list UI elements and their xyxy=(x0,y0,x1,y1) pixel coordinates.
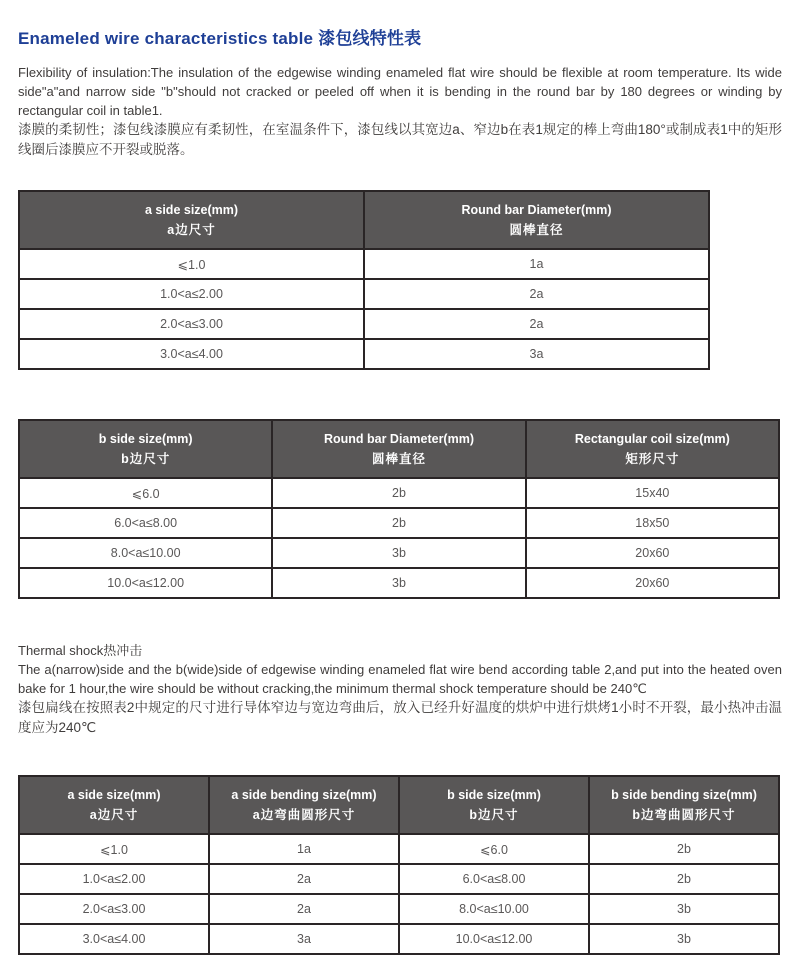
table-cell: 3b xyxy=(272,568,525,598)
table-cell: ⩽1.0 xyxy=(19,249,364,279)
column-header: a side bending size(mm) a边弯曲圆形尺寸 xyxy=(209,776,399,834)
table-cell: ⩽6.0 xyxy=(399,834,589,864)
table-cell: 2a xyxy=(364,309,709,339)
table-cell: 6.0<a≤8.00 xyxy=(399,864,589,894)
table-row xyxy=(19,568,779,598)
table-row xyxy=(19,249,709,279)
table-cell: 2a xyxy=(364,279,709,309)
table-cell: 6.0<a≤8.00 xyxy=(19,508,272,538)
flexibility-section xyxy=(18,63,782,160)
table-cell: 1a xyxy=(209,834,399,864)
table-cell: 8.0<a≤10.00 xyxy=(399,894,589,924)
column-header: b side size(mm) b边尺寸 xyxy=(399,776,589,834)
table-cell: 20x60 xyxy=(526,568,779,598)
table-cell: 3b xyxy=(272,538,525,568)
thermal-shock-paragraph-chinese: 漆包扁线在按照表2中规定的尺寸进行导体窄边与宽边弯曲后，放入已经升好温度的烘炉中进行烘烤1小时不开裂，最小热冲击温度应为240℃ xyxy=(18,700,782,735)
flexibility-paragraph-english: Flexibility of insulation:The insulation of the edgewise winding enameled flat wire should be flexible at room temperature. Its wide side"a"and narrow side "b"should not cracked or peeled off when it is bending in the round bar by 180 degrees or winding by rectangular coil in table1. xyxy=(18,65,782,118)
table-header-row xyxy=(19,776,779,834)
column-header: Round bar Diameter(mm) 圆棒直径 xyxy=(272,420,525,478)
b-side-round-bar-coil-table xyxy=(18,419,780,599)
table-cell: 2.0<a≤3.00 xyxy=(19,894,209,924)
table-cell: 3a xyxy=(364,339,709,369)
table-cell: 10.0<a≤12.00 xyxy=(399,924,589,954)
flexibility-paragraph-chinese: 漆膜的柔韧性；漆包线漆膜应有柔韧性，在室温条件下，漆包线以其宽边a、窄边b在表1规定的棒上弯曲180°或制成表1中的矩形线圈后漆膜应不开裂或脱落。 xyxy=(18,122,782,157)
table-cell: 3.0<a≤4.00 xyxy=(19,339,364,369)
a-side-round-bar-table xyxy=(18,190,710,370)
table-cell: 2.0<a≤3.00 xyxy=(19,309,364,339)
table-cell: 8.0<a≤10.00 xyxy=(19,538,272,568)
table-cell: 2a xyxy=(209,864,399,894)
table-row xyxy=(19,538,779,568)
table-row xyxy=(19,279,709,309)
table-cell: 3a xyxy=(209,924,399,954)
column-header: a side size(mm) a边尺寸 xyxy=(19,776,209,834)
table-header-row xyxy=(19,191,709,249)
table-cell: 2b xyxy=(272,478,525,508)
table-cell: 15x40 xyxy=(526,478,779,508)
table-cell: 20x60 xyxy=(526,538,779,568)
table-cell: 18x50 xyxy=(526,508,779,538)
table-cell: 3.0<a≤4.00 xyxy=(19,924,209,954)
table-row xyxy=(19,894,779,924)
table-cell: 1.0<a≤2.00 xyxy=(19,864,209,894)
table-cell: 10.0<a≤12.00 xyxy=(19,568,272,598)
column-header: Round bar Diameter(mm) 圆棒直径 xyxy=(364,191,709,249)
table-row xyxy=(19,508,779,538)
section-spacer xyxy=(18,599,782,641)
table-header-row xyxy=(19,420,779,478)
table-cell: 3b xyxy=(589,894,779,924)
table-cell: ⩽6.0 xyxy=(19,478,272,508)
table-row xyxy=(19,864,779,894)
table-row xyxy=(19,309,709,339)
table-cell: 3b xyxy=(589,924,779,954)
table-row xyxy=(19,834,779,864)
table-cell: 2b xyxy=(589,864,779,894)
table-row xyxy=(19,339,709,369)
table-row xyxy=(19,924,779,954)
column-header: Rectangular coil size(mm) 矩形尺寸 xyxy=(526,420,779,478)
table-cell: ⩽1.0 xyxy=(19,834,209,864)
page-title: Enameled wire characteristics table 漆包线特性表 xyxy=(18,29,422,48)
bending-size-table xyxy=(18,775,780,955)
table-cell: 2a xyxy=(209,894,399,924)
thermal-shock-paragraph-english: The a(narrow)side and the b(wide)side of edgewise winding enameled flat wire bend according table 2,and put into the heated oven bake for 1 hour,the wire should be without cracking,the minimum thermal shock temperature should be 240℃ xyxy=(18,662,782,696)
table-cell: 2b xyxy=(272,508,525,538)
table-cell: 2b xyxy=(589,834,779,864)
column-header: b side bending size(mm) b边弯曲圆形尺寸 xyxy=(589,776,779,834)
thermal-shock-section xyxy=(18,641,782,738)
table-cell: 1a xyxy=(364,249,709,279)
thermal-shock-heading: Thermal shock热冲击 xyxy=(18,643,143,658)
table-cell: 1.0<a≤2.00 xyxy=(19,279,364,309)
table-row xyxy=(19,478,779,508)
column-header: b side size(mm) b边尺寸 xyxy=(19,420,272,478)
column-header: a side size(mm) a边尺寸 xyxy=(19,191,364,249)
